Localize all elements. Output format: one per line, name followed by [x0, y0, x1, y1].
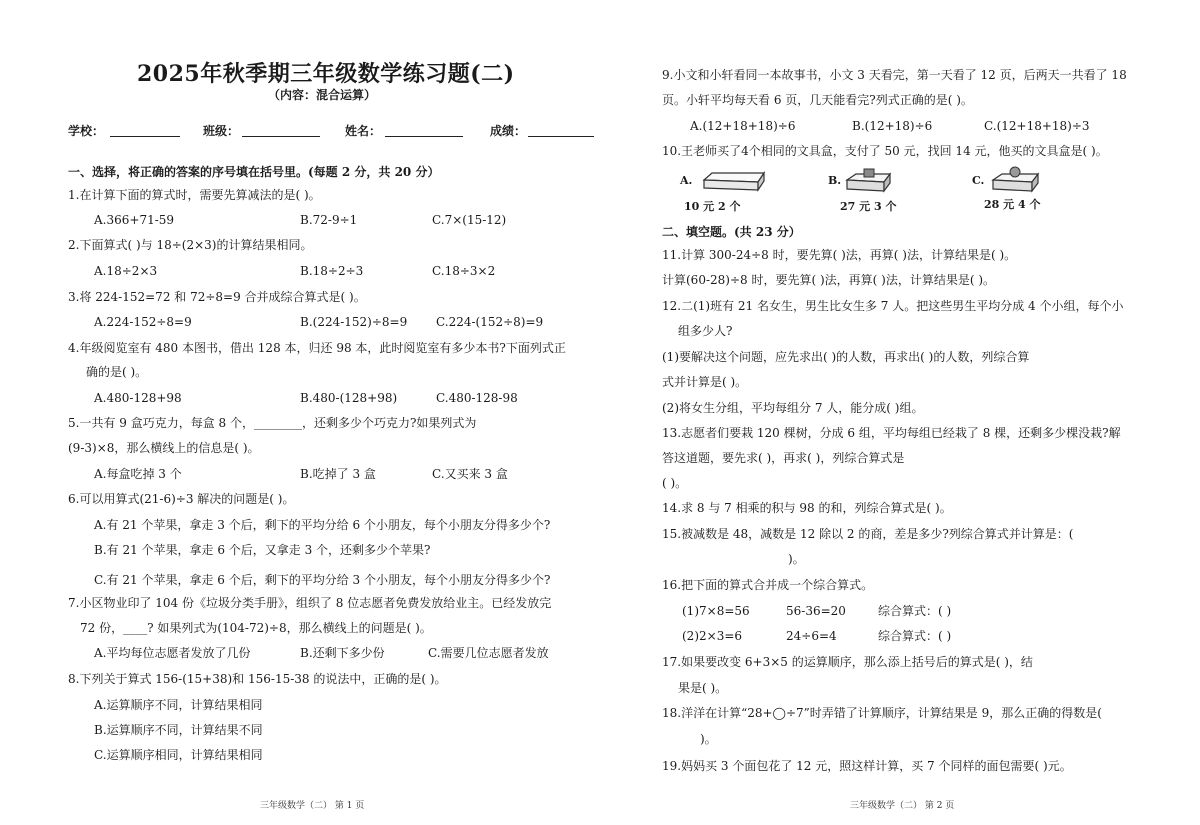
- equation-line: 综合算式：( ): [878, 629, 952, 643]
- question-line: 1.在计算下面的算式时，需要先算减法的是( )。: [68, 188, 321, 202]
- question-line: (1)要解决这个问题，应先求出( )的人数，再求出( )的人数，列综合算: [662, 350, 1030, 364]
- question-line: 9.小文和小轩看同一本故事书，小文 3 天看完，第一天看了 12 页，后两天一共看了 18: [662, 68, 1127, 82]
- option-line: B.还剩下多少份: [300, 646, 385, 660]
- question-line: 5.一共有 9 盒巧克力，每盒 8 个，________，还剩多少个巧克力?如果列式为: [68, 416, 477, 430]
- equation-line: 24÷6=4: [786, 629, 837, 643]
- option-line: B.吃掉了 3 盒: [300, 467, 376, 481]
- page-footer: 三年级数学（二） 第 1 页: [260, 801, 365, 811]
- section-heading-fill: 二、填空题。(共 23 分）: [662, 225, 801, 239]
- score-blank[interactable]: [528, 124, 594, 137]
- question-line: 答这道题，要先求( )，再求( )，列综合算式是: [662, 451, 905, 465]
- option-line: A.运算顺序不同，计算结果相同: [94, 698, 263, 712]
- option-line: C.(12+18+18)÷3: [984, 119, 1090, 133]
- question-line: 果是( )。: [678, 681, 728, 695]
- class-blank[interactable]: [242, 124, 320, 137]
- option-line: B.(12+18)÷6: [852, 119, 933, 133]
- question-line: 3.将 224-152=72 和 72÷8=9 合并成综合算式是( )。: [68, 290, 366, 304]
- choice-letter: C.: [972, 174, 985, 187]
- option-line: B.480-(128+98): [300, 391, 398, 405]
- question-line: (2)将女生分组，平均每组分 7 人，能分成( )组。: [662, 401, 924, 415]
- question-line: )。: [788, 552, 805, 566]
- name-blank[interactable]: [385, 124, 463, 137]
- choice-letter: B.: [828, 174, 842, 187]
- equation-line: (1)7×8=56: [682, 604, 750, 618]
- option-line: C.运算顺序相同，计算结果相同: [94, 748, 263, 762]
- equation-line: 56-36=20: [786, 604, 846, 618]
- choice-price: 28 元 4 个: [984, 198, 1041, 211]
- choice-card-b[interactable]: [824, 166, 944, 216]
- choice-card-a[interactable]: [674, 166, 794, 216]
- equation-line: 综合算式：( ): [878, 604, 952, 618]
- option-line: A.480-128+98: [94, 391, 182, 405]
- exam-title: 2025年秋季期三年级数学练习题(二): [137, 61, 515, 87]
- question-line: 72 份，____? 如果列式为(104-72)÷8，那么横线上的问题是( )。: [80, 621, 432, 635]
- info-label-score: 成绩：: [490, 124, 527, 138]
- question-line: 17.如果要改变 6+3×5 的运算顺序，那么添上括号后的算式是( )，结: [662, 655, 1033, 669]
- question-line: 8.下列关于算式 156-(15+38)和 156-15-38 的说法中，正确的是( )。: [68, 672, 447, 686]
- option-line: A.18÷2×3: [94, 264, 158, 278]
- info-label-school: 学校：: [68, 124, 105, 138]
- option-line: C.7×(15-12): [432, 213, 507, 227]
- option-line: C.有 21 个苹果，拿走 6 个后，剩下的平均分给 3 个小朋友，每个小朋友分得多少个?: [94, 573, 551, 587]
- question-line: 15.被减数是 48，减数是 12 除以 2 的商，差是多少?列综合算式并计算是：(: [662, 527, 1074, 541]
- question-line: 2.下面算式( )与 18÷(2×3)的计算结果相同。: [68, 238, 313, 252]
- question-line: 7.小区物业印了 104 份《垃圾分类手册》，组织了 8 位志愿者免费发放给业主。已经发放完: [68, 596, 552, 610]
- info-label-class: 班级：: [203, 124, 240, 138]
- question-line: 11.计算 300-24÷8 时，要先算( )法，再算( )法，计算结果是( )。: [662, 248, 1017, 262]
- question-line: 12.二(1)班有 21 名女生，男生比女生多 7 人。把这些男生平均分成 4 个小组，每个小: [662, 299, 1124, 313]
- option-line: A.366+71-59: [94, 213, 175, 227]
- option-line: C.需要几位志愿者发放: [428, 646, 549, 660]
- question-line: 13.志愿者们要栽 120 棵树，分成 6 组，平均每组已经栽了 8 棵，还剩多少棵没栽?解: [662, 426, 1121, 440]
- page-2: [600, 0, 1200, 825]
- question-line: 4.年级阅览室有 480 本图书，借出 128 本，归还 98 本，此时阅览室有多少本书?下面列式正: [68, 341, 566, 355]
- question-line: 计算(60-28)÷8 时，要先算( )法，再算( )法，计算结果是( )。: [662, 273, 995, 287]
- school-blank[interactable]: [110, 124, 180, 137]
- question-line: ( )。: [662, 476, 688, 490]
- choice-letter: A.: [680, 174, 693, 187]
- option-line: B.运算顺序不同，计算结果不同: [94, 723, 263, 737]
- pencil-case-icon: [990, 166, 1042, 194]
- option-line: B.(224-152)÷8=9: [300, 315, 408, 329]
- option-line: A.每盒吃掉 3 个: [94, 467, 182, 481]
- section-heading-choice: 一、选择，将正确的答案的序号填在括号里。(每题 2 分，共 20 分）: [68, 165, 440, 179]
- question-line: 19.妈妈买 3 个面包花了 12 元，照这样计算，买 7 个同样的面包需要( )元。: [662, 759, 1072, 773]
- question-line: 6.可以用算式(21-6)÷3 解决的问题是( )。: [68, 492, 295, 506]
- option-line: B.18÷2÷3: [300, 264, 364, 278]
- choice-card-c[interactable]: [970, 166, 1090, 216]
- page-footer: 三年级数学（二） 第 2 页: [850, 801, 955, 811]
- option-line: C.又买来 3 盒: [432, 467, 508, 481]
- option-line: B.72-9÷1: [300, 213, 358, 227]
- option-line: A.有 21 个苹果，拿走 3 个后，剩下的平均分给 6 个小朋友，每个小朋友分得多少个?: [94, 518, 551, 532]
- exam-subtitle: （内容：混合运算）: [268, 88, 377, 102]
- question-line: 10.王老师买了4个相同的文具盒，支付了 50 元，找回 14 元，他买的文具盒是( )。: [662, 144, 1108, 158]
- pencil-case-icon: [700, 170, 768, 194]
- pencil-case-icon: [844, 168, 894, 194]
- option-line: A.平均每位志愿者发放了几份: [94, 646, 251, 660]
- question-line: 页。小轩平均每天看 6 页，几天能看完?列式正确的是( )。: [662, 93, 973, 107]
- option-line: C.480-128-98: [436, 391, 518, 405]
- question-line: (9-3)×8，那么横线上的信息是( )。: [68, 441, 260, 455]
- option-line: C.18÷3×2: [432, 264, 496, 278]
- question-line: 18.洋洋在计算“28+◯÷7”时弄错了计算顺序，计算结果是 9，那么正确的得数是(: [662, 706, 1102, 720]
- option-line: A.(12+18+18)÷6: [690, 119, 796, 133]
- question-line: 确的是( )。: [86, 365, 148, 379]
- option-line: C.224-(152÷8)=9: [436, 315, 544, 329]
- question-line: 14.求 8 与 7 相乘的积与 98 的和，列综合算式是( )。: [662, 501, 952, 515]
- option-line: B.有 21 个苹果，拿走 6 个后，又拿走 3 个，还剩多少个苹果?: [94, 543, 431, 557]
- choice-price: 27 元 3 个: [840, 200, 897, 213]
- equation-line: (2)2×3=6: [682, 629, 743, 643]
- question-line: 组多少人?: [678, 324, 733, 338]
- option-line: A.224-152÷8=9: [94, 315, 192, 329]
- question-line: )。: [700, 732, 717, 746]
- choice-price: 10 元 2 个: [684, 200, 741, 213]
- question-line: 式并计算是( )。: [662, 375, 748, 389]
- info-label-name: 姓名：: [345, 124, 382, 138]
- question-line: 16.把下面的算式合并成一个综合算式。: [662, 578, 874, 592]
